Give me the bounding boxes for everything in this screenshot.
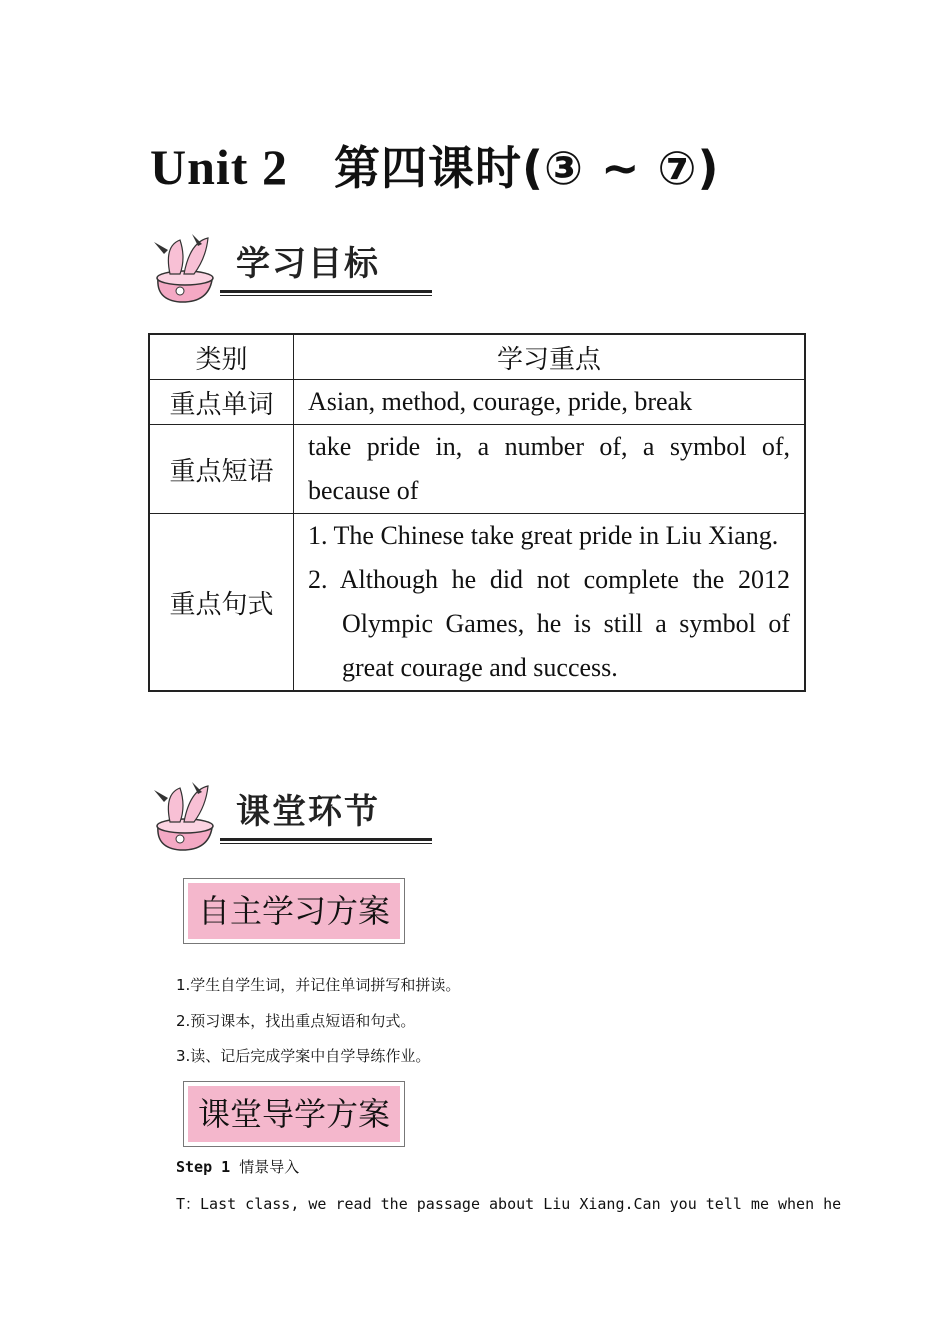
learning-goals-table bbox=[148, 333, 806, 692]
column-header-category: 类别 bbox=[149, 334, 294, 380]
row-category: 重点短语 bbox=[149, 425, 294, 514]
row-content bbox=[294, 514, 806, 692]
section-underline-thin bbox=[220, 295, 432, 296]
section-underline bbox=[220, 290, 432, 293]
section-header-class bbox=[150, 776, 440, 854]
flower-pot-icon bbox=[150, 228, 230, 306]
table-row bbox=[149, 380, 805, 425]
step-heading bbox=[176, 1156, 299, 1177]
step-title: 情景导入 bbox=[239, 1158, 300, 1176]
flower-pot-icon bbox=[150, 776, 230, 854]
class-guide-plan-box bbox=[183, 1081, 405, 1147]
section-label: 课堂环节 bbox=[236, 792, 380, 832]
dialogue-line: T：Last class, we read the passage about Liu Xiang.Can you tell me when he bbox=[176, 1195, 842, 1213]
table-row bbox=[149, 425, 805, 514]
page-title bbox=[150, 132, 719, 198]
section-header-goals bbox=[150, 228, 440, 306]
row-category: 重点单词 bbox=[149, 380, 294, 425]
lesson-label: 第四课时(③ ~ ⑦) bbox=[333, 141, 720, 195]
box-label: 课堂导学方案 bbox=[188, 1086, 400, 1142]
section-label: 学习目标 bbox=[236, 244, 380, 284]
list-item: 1.学生自学生词，并记住单词拼写和拼读。 bbox=[176, 976, 461, 994]
section-underline bbox=[220, 838, 432, 841]
step-number: Step 1 bbox=[176, 1158, 231, 1176]
list-item: 3.读、记后完成学案中自学导练作业。 bbox=[176, 1047, 431, 1065]
sentence-item: 1. The Chinese take great pride in Liu Xiang. bbox=[308, 521, 779, 550]
table-header-row bbox=[149, 334, 805, 380]
sentence-item: 2. Although he did not complete the 2012 Olympic Games, he is still a symbol of great courage and success. bbox=[308, 565, 790, 682]
row-category: 重点句式 bbox=[149, 514, 294, 692]
table-row bbox=[149, 514, 805, 692]
row-content: take pride in, a number of, a symbol of, because of bbox=[294, 425, 806, 514]
list-item: 2.预习课本，找出重点短语和句式。 bbox=[176, 1012, 416, 1030]
row-content: Asian, method, courage, pride, break bbox=[294, 380, 806, 425]
box-label: 自主学习方案 bbox=[188, 883, 400, 939]
column-header-focus: 学习重点 bbox=[294, 334, 806, 380]
self-study-plan-box bbox=[183, 878, 405, 944]
unit-label: Unit 2 bbox=[150, 139, 288, 195]
section-underline-thin bbox=[220, 843, 432, 844]
